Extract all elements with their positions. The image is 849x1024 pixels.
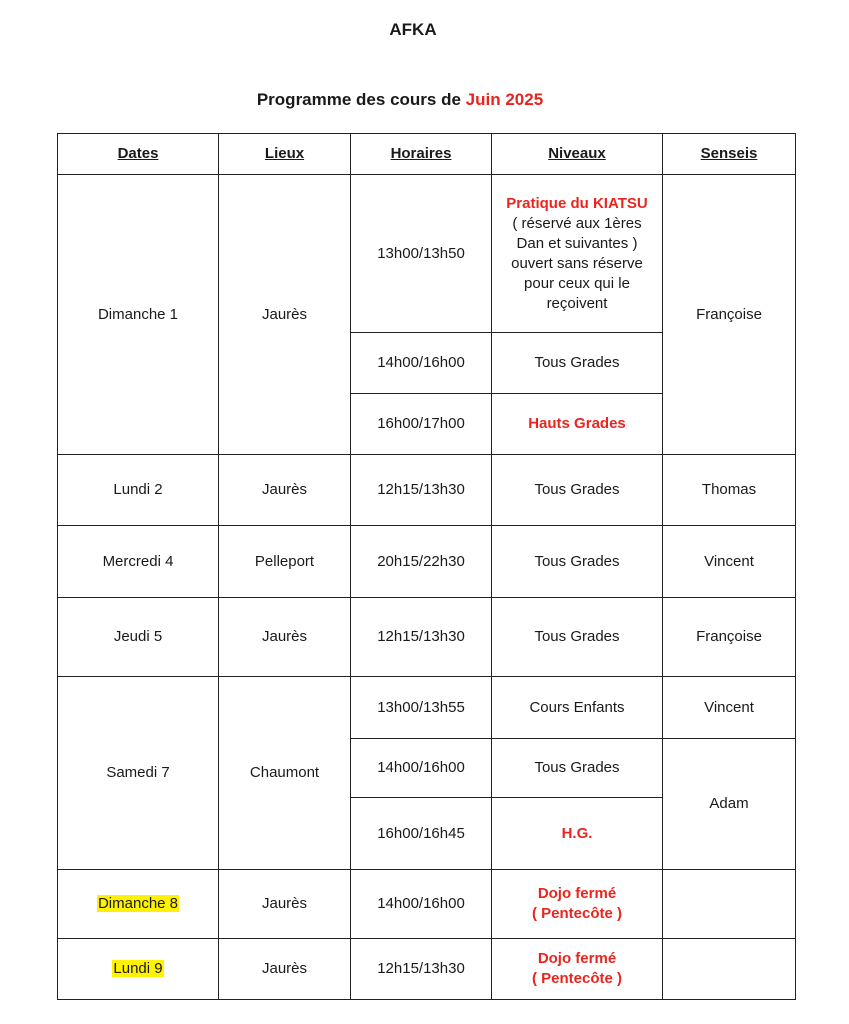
level-cell: Hauts Grades <box>492 394 663 455</box>
table-row <box>58 598 796 677</box>
table-row <box>58 870 796 939</box>
organization-name: AFKA <box>389 20 437 39</box>
closed-reason: ( Pentecôte ) <box>531 905 622 922</box>
highlighted-date: Dimanche 8 <box>97 895 179 912</box>
date-cell <box>58 939 219 1000</box>
table-row <box>58 175 796 333</box>
col-header-dates: Dates <box>58 134 219 175</box>
table-row <box>58 677 796 739</box>
sensei-cell: Vincent <box>663 526 796 598</box>
level-cell: Tous Grades <box>492 455 663 526</box>
col-header-lieux: Lieux <box>219 134 351 175</box>
table-row <box>58 939 796 1000</box>
title-month: Juin 2025 <box>465 90 544 109</box>
col-header-niveaux: Niveaux <box>492 134 663 175</box>
location-cell: Jaurès <box>219 870 351 939</box>
location-cell: Jaurès <box>219 939 351 1000</box>
date-cell: Dimanche 1 <box>58 175 219 455</box>
time-cell: 13h00/13h50 <box>351 175 492 333</box>
location-cell: Jaurès <box>219 455 351 526</box>
date-cell: Jeudi 5 <box>58 598 219 677</box>
highlighted-date: Lundi 9 <box>113 960 163 977</box>
time-cell: 14h00/16h00 <box>351 739 492 798</box>
level-cell: H.G. <box>492 798 663 870</box>
level-title: Pratique du KIATSU <box>506 194 648 212</box>
level-cell: Tous Grades <box>492 526 663 598</box>
location-cell: Pelleport <box>219 526 351 598</box>
sensei-cell <box>663 870 796 939</box>
level-note: ( réservé aux 1ères Dan et suivantes ) ouvert sans réserve pour ceux qui le reçoivent <box>511 214 643 312</box>
title-prefix: Programme des cours de <box>256 90 466 109</box>
time-cell: 20h15/22h30 <box>351 526 492 598</box>
date-cell <box>58 870 219 939</box>
level-cell: Cours Enfants <box>492 677 663 739</box>
schedule-table <box>57 133 796 1000</box>
time-cell: 12h15/13h30 <box>351 455 492 526</box>
time-cell: 16h00/16h45 <box>351 798 492 870</box>
sensei-cell: Thomas <box>663 455 796 526</box>
level-cell: Tous Grades <box>492 739 663 798</box>
sensei-cell: Françoise <box>663 598 796 677</box>
level-cell: Tous Grades <box>492 333 663 394</box>
location-cell: Chaumont <box>219 677 351 870</box>
time-cell: 14h00/16h00 <box>351 333 492 394</box>
header-row <box>58 134 796 175</box>
table-row <box>58 455 796 526</box>
time-cell: 14h00/16h00 <box>351 870 492 939</box>
time-cell: 16h00/17h00 <box>351 394 492 455</box>
closed-label: Dojo fermé <box>537 885 617 902</box>
sensei-cell <box>663 939 796 1000</box>
level-cell <box>492 939 663 1000</box>
closed-label: Dojo fermé <box>537 950 617 967</box>
time-cell: 12h15/13h30 <box>351 598 492 677</box>
level-cell <box>492 175 663 333</box>
page-title <box>0 90 800 110</box>
sensei-cell: Adam <box>663 739 796 870</box>
sensei-cell: Vincent <box>663 677 796 739</box>
col-header-senseis: Senseis <box>663 134 796 175</box>
level-cell: Tous Grades <box>492 598 663 677</box>
level-cell <box>492 870 663 939</box>
time-cell: 13h00/13h55 <box>351 677 492 739</box>
closed-reason: ( Pentecôte ) <box>531 970 622 987</box>
date-cell: Lundi 2 <box>58 455 219 526</box>
sensei-cell: Françoise <box>663 175 796 455</box>
time-cell: 12h15/13h30 <box>351 939 492 1000</box>
date-cell: Mercredi 4 <box>58 526 219 598</box>
location-cell: Jaurès <box>219 175 351 455</box>
table-row <box>58 526 796 598</box>
date-cell: Samedi 7 <box>58 677 219 870</box>
col-header-horaires: Horaires <box>351 134 492 175</box>
location-cell: Jaurès <box>219 598 351 677</box>
